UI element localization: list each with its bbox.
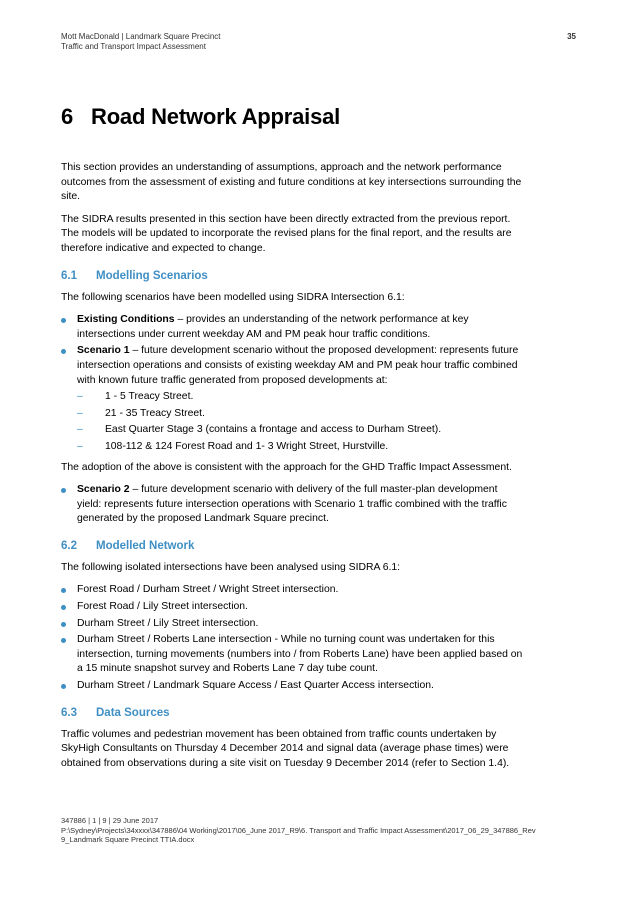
list-item: Durham Street / Lily Street intersection. <box>61 617 523 632</box>
dash-icon: – <box>77 440 83 452</box>
dash-icon: – <box>77 424 83 436</box>
bullet-icon <box>61 318 66 323</box>
section-heading-6-2 <box>61 539 523 553</box>
section-intro: The following isolated intersections have been analysed using SIDRA 6.1: <box>61 561 401 573</box>
section-number: 6.1 <box>61 269 77 282</box>
running-header <box>61 32 220 52</box>
body-text <box>61 161 523 779</box>
sublist-item: – East Quarter Stage 3 (contains a frontage and access to Durham Street). <box>77 423 523 438</box>
section-title: Modelled Network <box>96 539 195 552</box>
section-heading-6-1 <box>61 269 523 283</box>
scenario-label: Existing Conditions <box>77 314 175 326</box>
bullet-icon <box>61 488 66 493</box>
intro-paragraph: This section provides an understanding of assumptions, approach and the network performance outcomes from the assessment of existing and future conditions at key intersections surrounding the site. <box>61 162 522 203</box>
intersection-list <box>61 583 523 693</box>
list-item <box>61 344 523 454</box>
list-item <box>61 313 523 342</box>
document-footer <box>61 816 561 845</box>
dash-icon: – <box>77 391 83 403</box>
sublist-item: – 21 - 35 Treacy Street. <box>77 407 523 422</box>
scenario-list <box>61 313 523 454</box>
list-item: Forest Road / Durham Street / Wright Street intersection. <box>61 583 523 598</box>
adoption-paragraph: The adoption of the above is consistent with the approach for the GHD Traffic Impact Assessment. <box>61 461 512 473</box>
footer-file-path: P:\Sydney\Projects\34xxxx\347886\04 Working\2017\06_June 2017_R9\6. Transport and Traffic Impact Assessment\2017_06_29_347886_Rev 9_Landmark Square Precinct TTIA.docx <box>61 825 536 844</box>
list-item: Durham Street / Roberts Lane intersection - While no turning count was undertaken for this intersection, turning movements (numbers into / from Roberts Lane) have been applied based on a 15 minute snapshot survey and Roberts Lane 7 day tube count. <box>61 633 523 677</box>
header-company-project: Mott MacDonald | Landmark Square Precinct <box>61 32 221 41</box>
sublist-item: – 1 - 5 Treacy Street. <box>77 390 523 405</box>
data-sources-paragraph: Traffic volumes and pedestrian movement has been obtained from traffic counts undertaken by SkyHigh Consultants on Thursday 4 December 2014 and signal data (average phase times) were obtained from observations during a site visit on Tuesday 9 December 2014 (refer to Section 1.4). <box>61 728 510 769</box>
scenario-text: – future development scenario with delivery of the full master-plan development yield: represents future intersection operations with Scenario 1 traffic combined with the traffic generated by the proposed Landmark Square precinct. <box>77 484 507 525</box>
footer-reference: 347886 | 1 | 9 | 29 June 2017 <box>61 816 159 825</box>
list-item: Forest Road / Lily Street intersection. <box>61 600 523 615</box>
chapter-title: Road Network Appraisal <box>91 104 341 129</box>
chapter-heading <box>61 104 340 130</box>
scenario-text: – provides an understanding of the network performance at key intersections under current weekday AM and PM peak hour traffic conditions. <box>77 314 469 340</box>
bullet-icon <box>61 588 66 593</box>
section-intro: The following scenarios have been modelled using SIDRA Intersection 6.1: <box>61 291 405 303</box>
bullet-icon <box>61 622 66 627</box>
chapter-number: 6 <box>61 104 74 129</box>
sublist-item: – 108-112 & 124 Forest Road and 1- 3 Wright Street, Hurstville. <box>77 440 523 455</box>
section-number: 6.2 <box>61 539 77 552</box>
list-item: Durham Street / Landmark Square Access / East Quarter Access intersection. <box>61 679 523 694</box>
dash-icon: – <box>77 407 83 419</box>
section-title: Data Sources <box>96 706 170 719</box>
bullet-icon <box>61 605 66 610</box>
section-title: Modelling Scenarios <box>96 269 208 282</box>
section-number: 6.3 <box>61 706 77 719</box>
scenario-label: Scenario 2 <box>77 484 130 496</box>
page-number: 35 <box>567 32 576 41</box>
bullet-icon <box>61 349 66 354</box>
section-heading-6-3 <box>61 706 523 720</box>
scenario-list <box>61 483 523 527</box>
list-item <box>61 483 523 527</box>
scenario-label: Scenario 1 <box>77 345 130 357</box>
scenario-text: – future development scenario without the proposed development: represents future intersection operations and consists of existing weekday AM and PM peak hour traffic combined with known future traffic generated from proposed developments at: <box>77 345 519 386</box>
bullet-icon <box>61 638 66 643</box>
bullet-icon <box>61 684 66 689</box>
intro-paragraph: The SIDRA results presented in this section have been directly extracted from the previous report. The models will be updated to incorporate the revised plans for the final report, and the results are therefore indicative and expected to change. <box>61 213 512 254</box>
header-report-title: Traffic and Transport Impact Assessment <box>61 42 206 51</box>
development-sublist <box>77 390 523 454</box>
